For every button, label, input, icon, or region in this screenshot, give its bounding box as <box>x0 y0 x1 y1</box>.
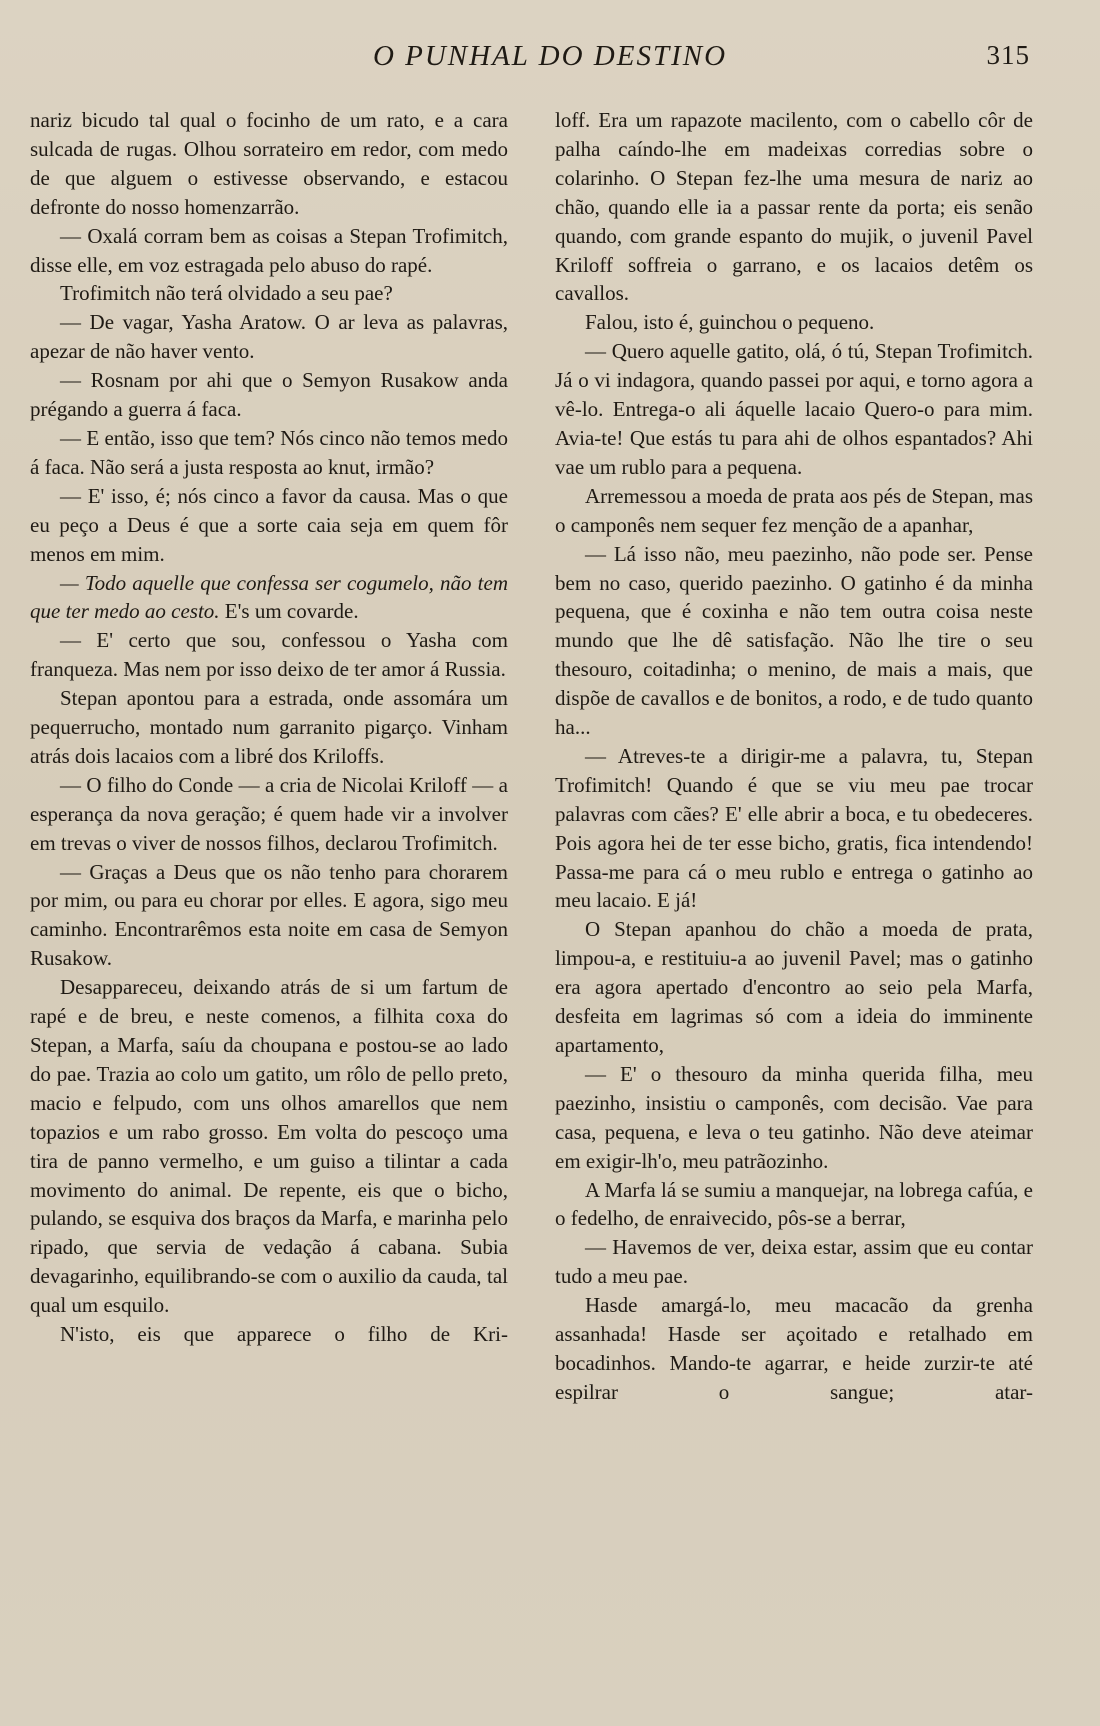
paragraph: O Stepan apanhou do chão a moeda de prata, limpou-a, e restituiu-a ao juvenil Pavel; mas o gatinho era agora apertado d'encontro ao seio pela Marfa, desfeita em lagrimas só com a ideia do imminente apartamento, <box>555 917 1033 1057</box>
paragraph: — E' o thesouro da minha querida filha, meu paezinho, insistiu o camponês, com decisão. Vae para casa, pequena, e leva o teu gatinho. Não deve ateimar em exigir-lh'o, meu patrãozinho. <box>555 1061 1033 1173</box>
paragraph: — E' certo que sou, confessou o Yasha com franqueza. Mas nem por isso deixo de ter amor á Russia. <box>30 628 508 682</box>
paragraph: — E' isso, é; nós cinco a favor da causa. Mas o que eu peço a Deus é que a sorte caia seja em quem fôr menos em mim. <box>30 483 508 566</box>
paragraph: — Rosnam por ahi que o Semyon Rusakow anda prégando a guerra á faca. <box>30 368 508 422</box>
page-header <box>0 40 1100 84</box>
proverb-rest: E's um covarde. <box>219 599 359 624</box>
paragraph: N'isto, eis que apparece o filho de Kri- <box>60 1322 508 1347</box>
paragraph: — Graças a Deus que os não tenho para chorarem por mim, ou para eu chorar por elles. E agora, sigo meu caminho. Encontrarêmos esta noite em casa de Semyon Rusakow. <box>30 859 508 971</box>
paragraph: Desappareceu, deixando atrás de si um fartum de rapé e de breu, e neste comenos, a filhita coxa do Stepan, a Marfa, saíu da choupana e postou-se ao lado do pae. Trazia ao colo um gatito, um rôlo de pello preto, macio e felpudo, com uns olhos amarellos que nem topazios e um rabo grosso. Em volta do pescoço uma tira de panno vermelho, e um guiso a tilintar a cada movimento do animal. De repente, eis que o bicho, pulando, se esquiva dos braços da Marfa, e marinha pelo ripado, que servia de vedação á cabana. Subia devagarinho, equilibrando-se com o auxilio da cauda, tal qual um esquilo. <box>30 975 508 1318</box>
paragraph: Stepan apontou para a estrada, onde assomára um pequerrucho, montado num garranito pigarço. Vinham atrás dois lacaios com a libré dos Kriloffs. <box>30 686 508 768</box>
running-title: O PUNHAL DO DESTINO <box>372 40 728 72</box>
left-column <box>30 106 508 1349</box>
paragraph: — Oxalá corram bem as coisas a Stepan Trofimitch, disse elle, em voz estragada pelo abuso do rapé. <box>30 223 508 277</box>
paragraph: — Atreves-te a dirigir-me a palavra, tu, Stepan Trofimitch! Quando é que se viu meu pae trocar palavras com cães? E' elle abrir a boca, e tu obedeceres. Pois agora hei de ter esse bicho, gratis, fica intendendo! Passa-me para cá o meu rublo e entrega o gatinho ao meu lacaio. E já! <box>555 743 1033 913</box>
paragraph: — Quero aquelle gatito, olá, ó tú, Stepan Trofimitch. Já o vi indagora, quando passei por aqui, e torno agora a vê-lo. Entrega-o ali áquelle lacaio Quero-o para mim. Avia-te! Que estás tu para ahi de olhos espantados? Ahi vae um rublo para a pequena. <box>555 339 1033 479</box>
paragraph: — E então, isso que tem? Nós cinco não temos medo á faca. Não será a justa resposta ao knut, irmão? <box>30 425 508 479</box>
paragraph: Arremessou a moeda de prata aos pés de Stepan, mas o camponês nem sequer fez menção de a apanhar, <box>555 483 1033 537</box>
paragraph: — De vagar, Yasha Aratow. O ar leva as palavras, apezar de não haver vento. <box>30 310 508 364</box>
paragraph: Trofimitch não terá olvidado a seu pae? <box>60 281 393 306</box>
proverb-italic: — Todo aquelle que confessa ser cogumelo, não tem que ter medo ao cesto. <box>30 570 508 624</box>
paragraph: A Marfa lá se sumiu a manquejar, na lobrega cafúa, e o fedelho, de enraivecido, pôs-se a berrar, <box>555 1177 1033 1231</box>
paragraph: loff. Era um rapazote macilento, com o cabello côr de palha caíndo-lhe em madeixas corredias sobre o colarinho. O Stepan fez-lhe uma mesura de nariz ao chão, quando elle ia a passar rente da porta; eis senão quando, com grande espanto do mujik, o juvenil Pavel Kriloff soffreia o garrano, e os lacaios detêm os cavallos. <box>555 108 1033 306</box>
paragraph: nariz bicudo tal qual o focinho de um rato, e a cara sulcada de rugas. Olhou sorrateiro em redor, com medo de que alguem o estivesse observando, e estacou defronte do nosso homenzarrão. <box>30 108 508 219</box>
page-number: 315 <box>986 40 1030 70</box>
paragraph: — Havemos de ver, deixa estar, assim que eu contar tudo a meu pae. <box>555 1235 1033 1289</box>
right-column <box>555 106 1033 1407</box>
paragraph-proverb <box>30 569 508 627</box>
paragraph: Falou, isto é, guinchou o pequeno. <box>585 310 875 335</box>
paragraph: — Lá isso não, meu paezinho, não pode ser. Pense bem no caso, querido paezinho. O gatinho é da minha pequena, que é coxinha e não tem outra coisa neste mundo que lhe dê satisfação. Não lhe tire o seu thesouro, coitadinha; o menino, de mais a mais, que dispõe de cavallos e de bonitos, a rodo, e de tudo quanto ha... <box>555 541 1033 740</box>
paragraph: — O filho do Conde — a cria de Nicolai Kriloff — a esperança da nova geração; é quem hade vir a involver em trevas o viver de nossos filhos, declarou Trofimitch. <box>30 772 508 855</box>
paragraph: Hasde amargá-lo, meu macacão da grenha assanhada! Hasde ser açoitado e retalhado em bocadinhos. Mando-te agarrar, e heide zurzir-te até espilrar o sangue; atar- <box>555 1293 1033 1404</box>
